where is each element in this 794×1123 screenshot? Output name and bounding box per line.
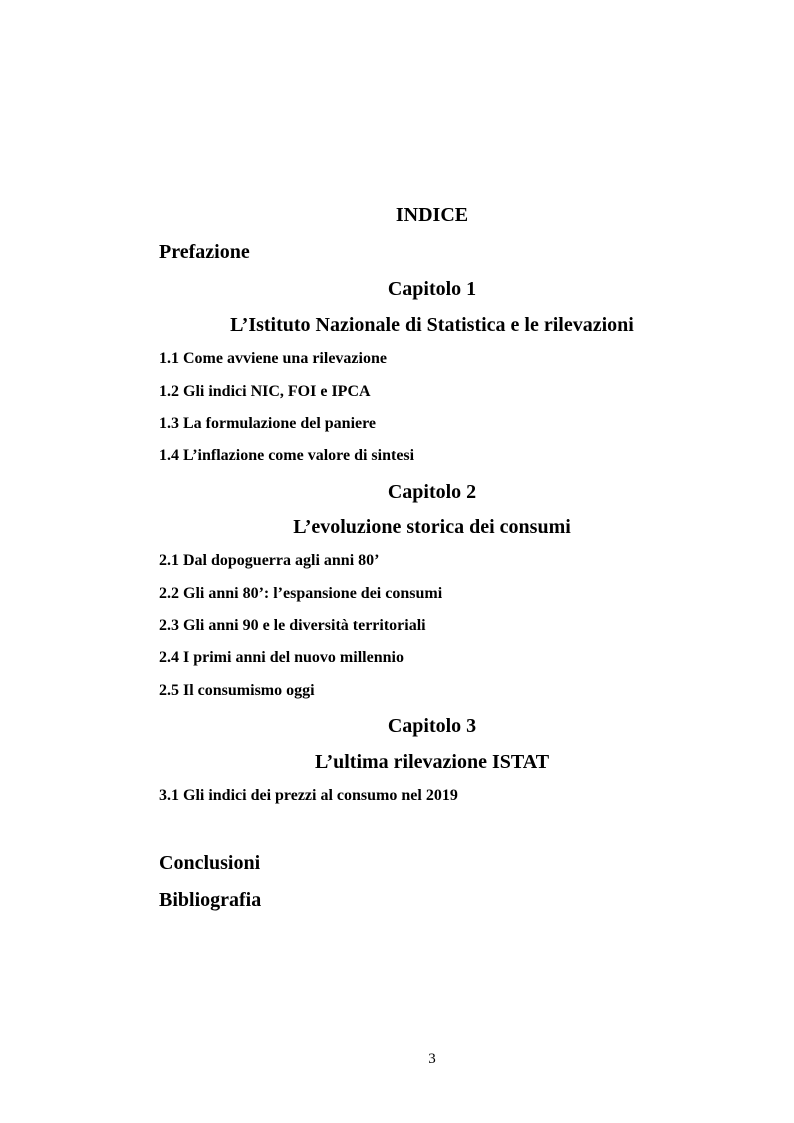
toc-bibliography: Bibliografia	[159, 889, 262, 911]
chapter-2-title: L’evoluzione storica dei consumi	[293, 516, 571, 538]
section-2-3: 2.3 Gli anni 90 e le diversità territoriali	[159, 617, 426, 634]
chapter-3-title: L’ultima rilevazione ISTAT	[314, 751, 550, 773]
section-2-1: 2.1 Dal dopoguerra agli anni 80’	[159, 552, 380, 569]
section-2-2: 2.2 Gli anni 80’: l’espansione dei consumi	[159, 585, 443, 602]
toc-preface: Prefazione	[159, 241, 250, 263]
toc-conclusions: Conclusioni	[159, 852, 261, 874]
section-2-5: 2.5 Il consumismo oggi	[159, 682, 315, 699]
chapter-1-title: L’Istituto Nazionale di Statistica e le rilevazioni	[230, 314, 634, 336]
chapter-2-label: Capitolo 2	[387, 481, 477, 503]
section-1-3: 1.3 La formulazione del paniere	[159, 415, 377, 432]
section-1-1: 1.1 Come avviene una rilevazione	[159, 350, 387, 367]
toc-heading: INDICE	[395, 204, 469, 226]
chapter-3-label: Capitolo 3	[387, 715, 477, 737]
section-1-2: 1.2 Gli indici NIC, FOI e IPCA	[159, 383, 371, 400]
chapter-1-label: Capitolo 1	[387, 278, 477, 300]
section-3-1: 3.1 Gli indici dei prezzi al consumo nel 2019	[159, 787, 458, 804]
section-2-4: 2.4 I primi anni del nuovo millennio	[159, 649, 404, 666]
page-number: 3	[428, 1051, 436, 1067]
section-1-4: 1.4 L’inflazione come valore di sintesi	[159, 447, 415, 464]
